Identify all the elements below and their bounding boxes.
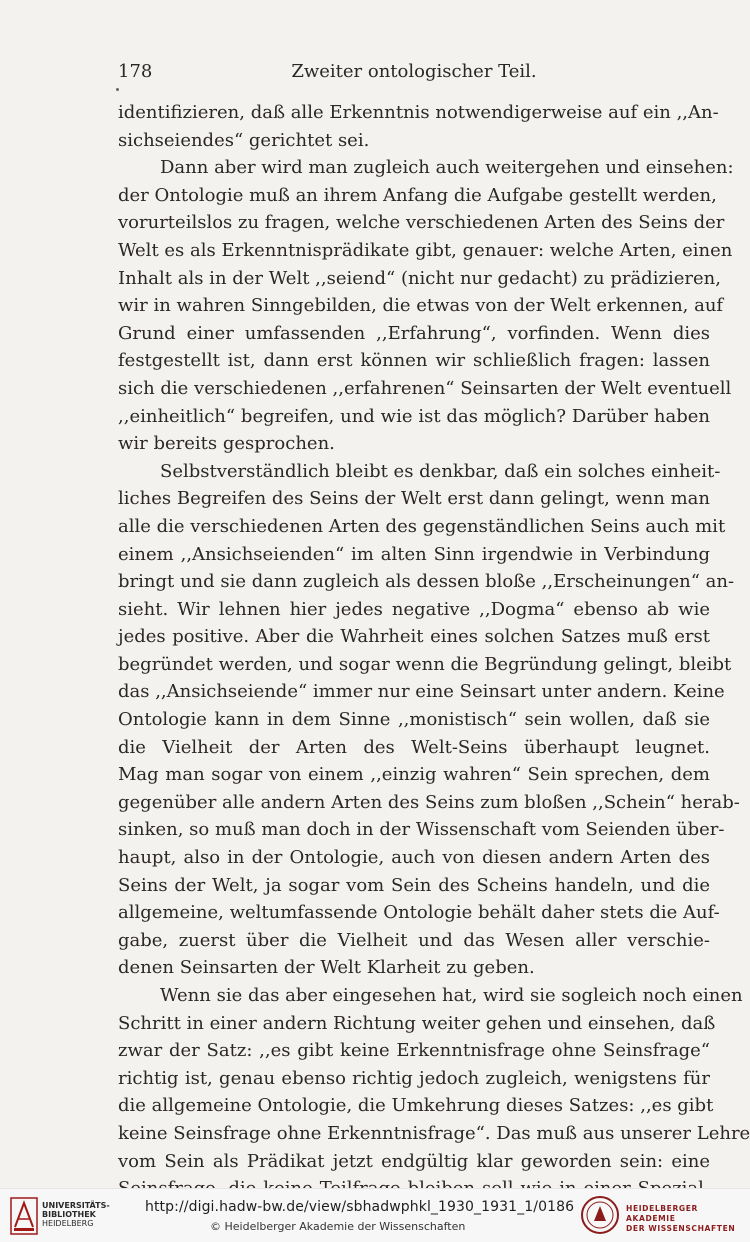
text-line: Welt es als Erkenntnisprädikate gibt, genauer: welche Arten, einen — [118, 239, 733, 261]
page-number: 178 — [118, 61, 153, 82]
text-line: der Ontologie muß an ihrem Anfang die Aufgabe gestellt werden, — [118, 184, 717, 206]
text-line: Inhalt als in der Welt ,,seiend“ (nicht nur gedacht) zu prädizieren, — [118, 267, 721, 289]
running-head — [118, 60, 710, 84]
text-line: die allgemeine Ontologie, die Umkehrung dieses Satzes: ,,es gibt — [118, 1095, 714, 1117]
ub-line-3: HEIDELBERG — [42, 1219, 94, 1228]
text-line: alle die verschiedenen Arten des gegenständlichen Seins auch mit — [118, 515, 726, 537]
academy-line-1: HEIDELBERGER AKADEMIE — [626, 1204, 698, 1223]
text-line: das ,,Ansichseiende“ immer nur eine Seinsart unter andern. Keine — [118, 681, 725, 703]
body-text — [118, 99, 750, 1203]
text-line: richtig ist, genau ebenso richtig jedoch zugleich, wenigstens für — [118, 1067, 710, 1089]
text-line: Mag man sogar von einem ,,einzig wahren“ Sein sprechen, dem — [118, 764, 710, 786]
text-line: vorurteilslos zu fragen, welche verschiedenen Arten des Seins der — [118, 212, 725, 234]
text-line: keine Seinsfrage ohne Erkenntnisfrage“. Das muß aus unserer Lehre — [118, 1122, 750, 1144]
copyright-notice: © Heidelberger Akademie der Wissenschaften — [210, 1220, 466, 1233]
text-line: Ontologie kann in dem Sinne ,,monistisch“ sein wollen, daß sie — [118, 709, 710, 731]
text-line: wir in wahren Sinngebilden, die etwas von der Welt erkennen, auf — [118, 295, 724, 317]
university-library-logo-icon — [10, 1197, 38, 1235]
text-line: vom Sein als Prädikat jetzt endgültig klar geworden sein: eine — [118, 1150, 710, 1172]
text-line: zwar der Satz: ,,es gibt keine Erkenntnisfrage ohne Seinsfrage“ — [118, 1040, 710, 1062]
academy-seal-icon — [580, 1195, 620, 1235]
text-line: die Vielheit der Arten des Welt-Seins überhaupt leugnet. — [118, 736, 710, 758]
text-line: haupt, also in der Ontologie, auch von diesen andern Arten des — [118, 847, 710, 869]
ink-dot — [116, 88, 119, 91]
text-line: begründet werden, und sogar wenn die Begründung gelingt, bleibt — [118, 653, 732, 675]
ub-line-1: UNIVERSITÄTS- — [42, 1201, 110, 1210]
text-line: liches Begreifen des Seins der Welt erst dann gelingt, wenn man — [118, 488, 710, 510]
text-line: wir bereits gesprochen. — [118, 433, 335, 455]
ub-line-2: BIBLIOTHEK — [42, 1210, 96, 1219]
text-line: Grund einer umfassenden ,,Erfahrung“, vorfinden. Wenn dies — [118, 322, 710, 344]
text-line: allgemeine, weltumfassende Ontologie behält daher stets die Auf- — [118, 902, 720, 924]
running-title: Zweiter ontologischer Teil. — [291, 61, 537, 82]
text-line: festgestellt ist, dann erst können wir schließlich fragen: lassen — [118, 350, 710, 372]
text-line: Dann aber wird man zugleich auch weitergehen und einsehen: — [160, 157, 734, 179]
permalink-url[interactable]: http://digi.hadw-bw.de/view/sbhadwphkl_1930_1931_1/0186 — [145, 1199, 575, 1215]
text-line: Selbstverständlich bleibt es denkbar, daß ein solches einheit- — [160, 460, 721, 482]
text-line: sich die verschiedenen ,,erfahrenen“ Seinsarten der Welt eventuell — [118, 377, 732, 399]
text-line: sieht. Wir lehnen hier jedes negative ,,Dogma“ ebenso ab wie — [118, 598, 710, 620]
text-line: sichseiendes“ gerichtet sei. — [118, 129, 370, 151]
text-line: jedes positive. Aber die Wahrheit eines solchen Satzes muß erst — [118, 626, 710, 648]
university-library-label — [42, 1201, 110, 1228]
text-line: Wenn sie das aber eingesehen hat, wird sie sogleich noch einen — [160, 985, 743, 1006]
text-line: einem ,,Ansichseienden“ im alten Sinn irgendwie in Verbindung — [118, 543, 710, 565]
text-line: gegenüber alle andern Arten des Seins zum bloßen ,,Schein“ herab- — [118, 791, 740, 813]
text-line: identifizieren, daß alle Erkenntnis notwendigerweise auf ein ,,An- — [118, 102, 719, 123]
text-line: sinken, so muß man doch in der Wissenschaft vom Seienden über- — [118, 819, 725, 841]
text-line: denen Seinsarten der Welt Klarheit zu geben. — [118, 957, 535, 979]
text-line: Seins der Welt, ja sogar vom Sein des Scheins handeln, und die — [118, 874, 710, 896]
academy-line-2: DER WISSENSCHAFTEN — [626, 1224, 736, 1233]
text-line: ,,einheitlich“ begreifen, und wie ist das möglich? Darüber haben — [118, 405, 710, 427]
text-line: bringt und sie dann zugleich als dessen bloße ,,Erscheinungen“ an- — [118, 571, 735, 593]
viewer-footer — [0, 1188, 750, 1242]
text-line: gabe, zuerst über die Vielheit und das Wesen aller verschie- — [118, 929, 710, 951]
academy-label — [626, 1204, 750, 1234]
text-line: Schritt in einer andern Richtung weiter gehen und einsehen, daß — [118, 1012, 716, 1034]
